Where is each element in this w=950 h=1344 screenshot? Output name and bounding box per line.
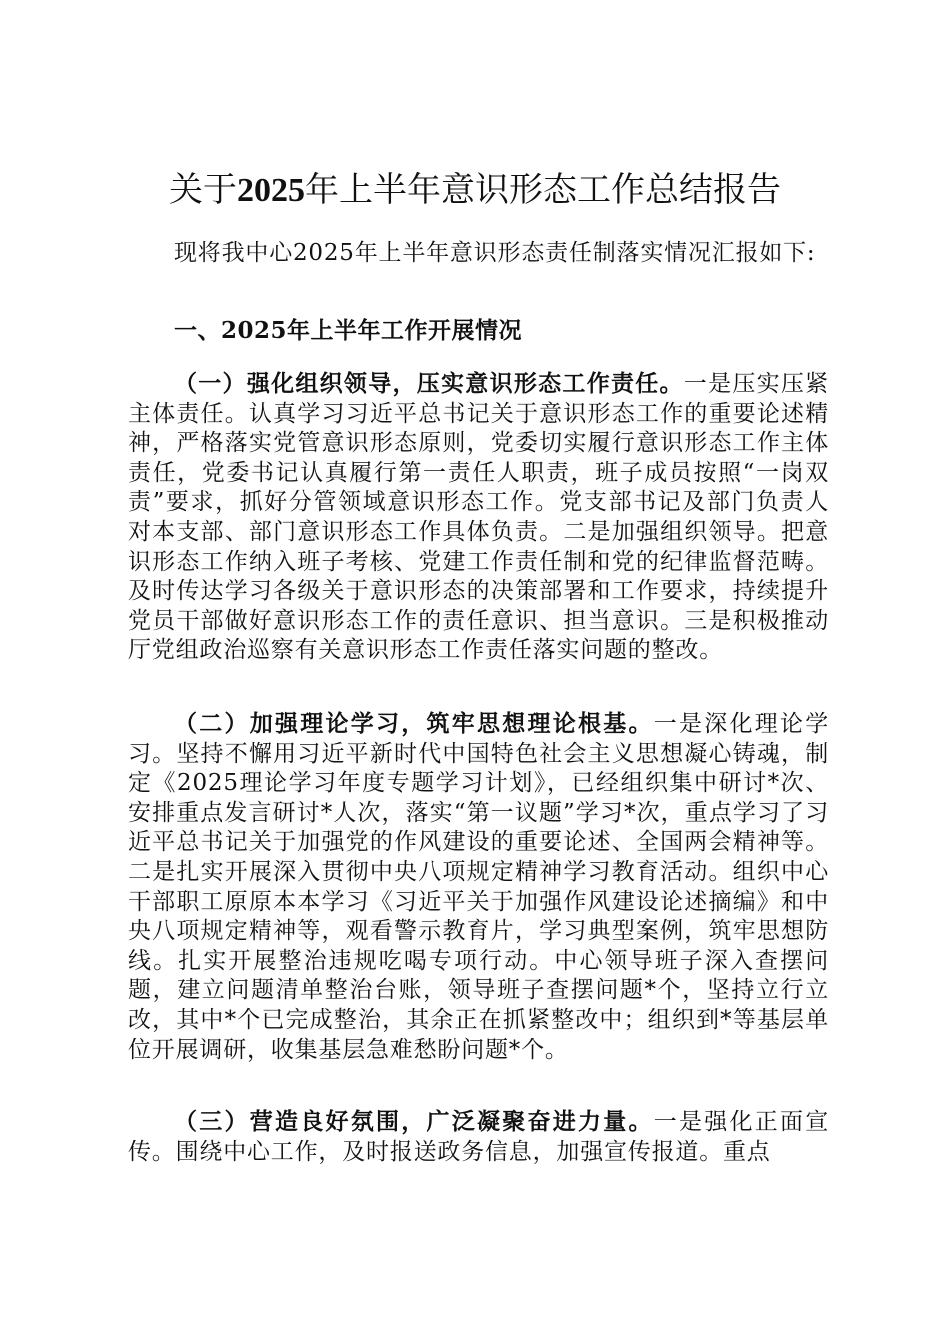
paragraph-text: 一是压实压紧主体责任。认真学习习近平总书记关于意识形态工作的重要论述精神，严格落实党管意识形态原则，党委切实履行意识形态工作主体责任，党委书记认真履行第一责任人职责，班子成员按照“一岗双责”要求，抓好分管领域意识形态工作。党支部书记及部门负责人对本支部、部门意识形态工作具体负责。二是加强组织领导。把意识形态工作纳入班子考核、党建工作责任制和党的纪律监督范畴。及时传达学习各级关于意识形态的决策部署和工作要求，持续提升党员干部做好意识形态工作的责任意识、担当意识。三是积极推动厅党组政治巡察有关意识形态工作责任落实问题的整改。 [128,371,829,664]
paragraph-organization-leadership [128,369,829,666]
paragraph-lead: （三）营造良好氛围，广泛凝聚奋进力量。 [174,1108,654,1135]
paragraph-atmosphere [128,1107,829,1167]
intro-paragraph: 现将我中心2025年上半年意识形态责任制落实情况汇报如下: [174,240,816,266]
paragraph-text: 一是深化理论学习。坚持不懈用习近平新时代中国特色社会主义思想凝心铸魂，制定《2025理论学习年度专题学习计划》，已经组织集中研讨*次、安排重点发言研讨*人次，落实“第一议题”学习*次，重点学习了习近平总书记关于加强党的作风建设的重要论述、全国两会精神等。二是扎实开展深入贯彻中央八项规定精神学习教育活动。组织中心干部职工原原本本学习《习近平关于加强作风建设论述摘编》和中央八项规定精神等，观看警示教育片，学习典型案例，筑牢思想防线。扎实开展整治违规吃喝专项行动。中心领导班子深入查摆问题，建立问题清单整治台账，领导班子查摆问题*个，坚持立行立改，其中*个已完成整治，其余正在抓紧整改中；组织到*等基层单位开展调研，收集基层急难愁盼问题*个。 [128,711,829,1063]
document-title [120,163,830,218]
section-heading: 一、2025年上半年工作开展情况 [174,317,523,344]
title-prefix: 关于 [169,170,237,210]
paragraph-text: 一是强化正面宣传。围绕中心工作，及时报送政务信息，加强宣传报道。重点 [128,1109,829,1165]
title-year: 2025 [237,172,305,209]
paragraph-lead: （一）强化组织领导，压实意识形态工作责任。 [174,370,684,397]
paragraph-lead: （二）加强理论学习，筑牢思想理论根基。 [174,710,654,737]
paragraph-theory-study [128,709,829,1065]
title-suffix: 年上半年意识形态工作总结报告 [305,170,781,210]
